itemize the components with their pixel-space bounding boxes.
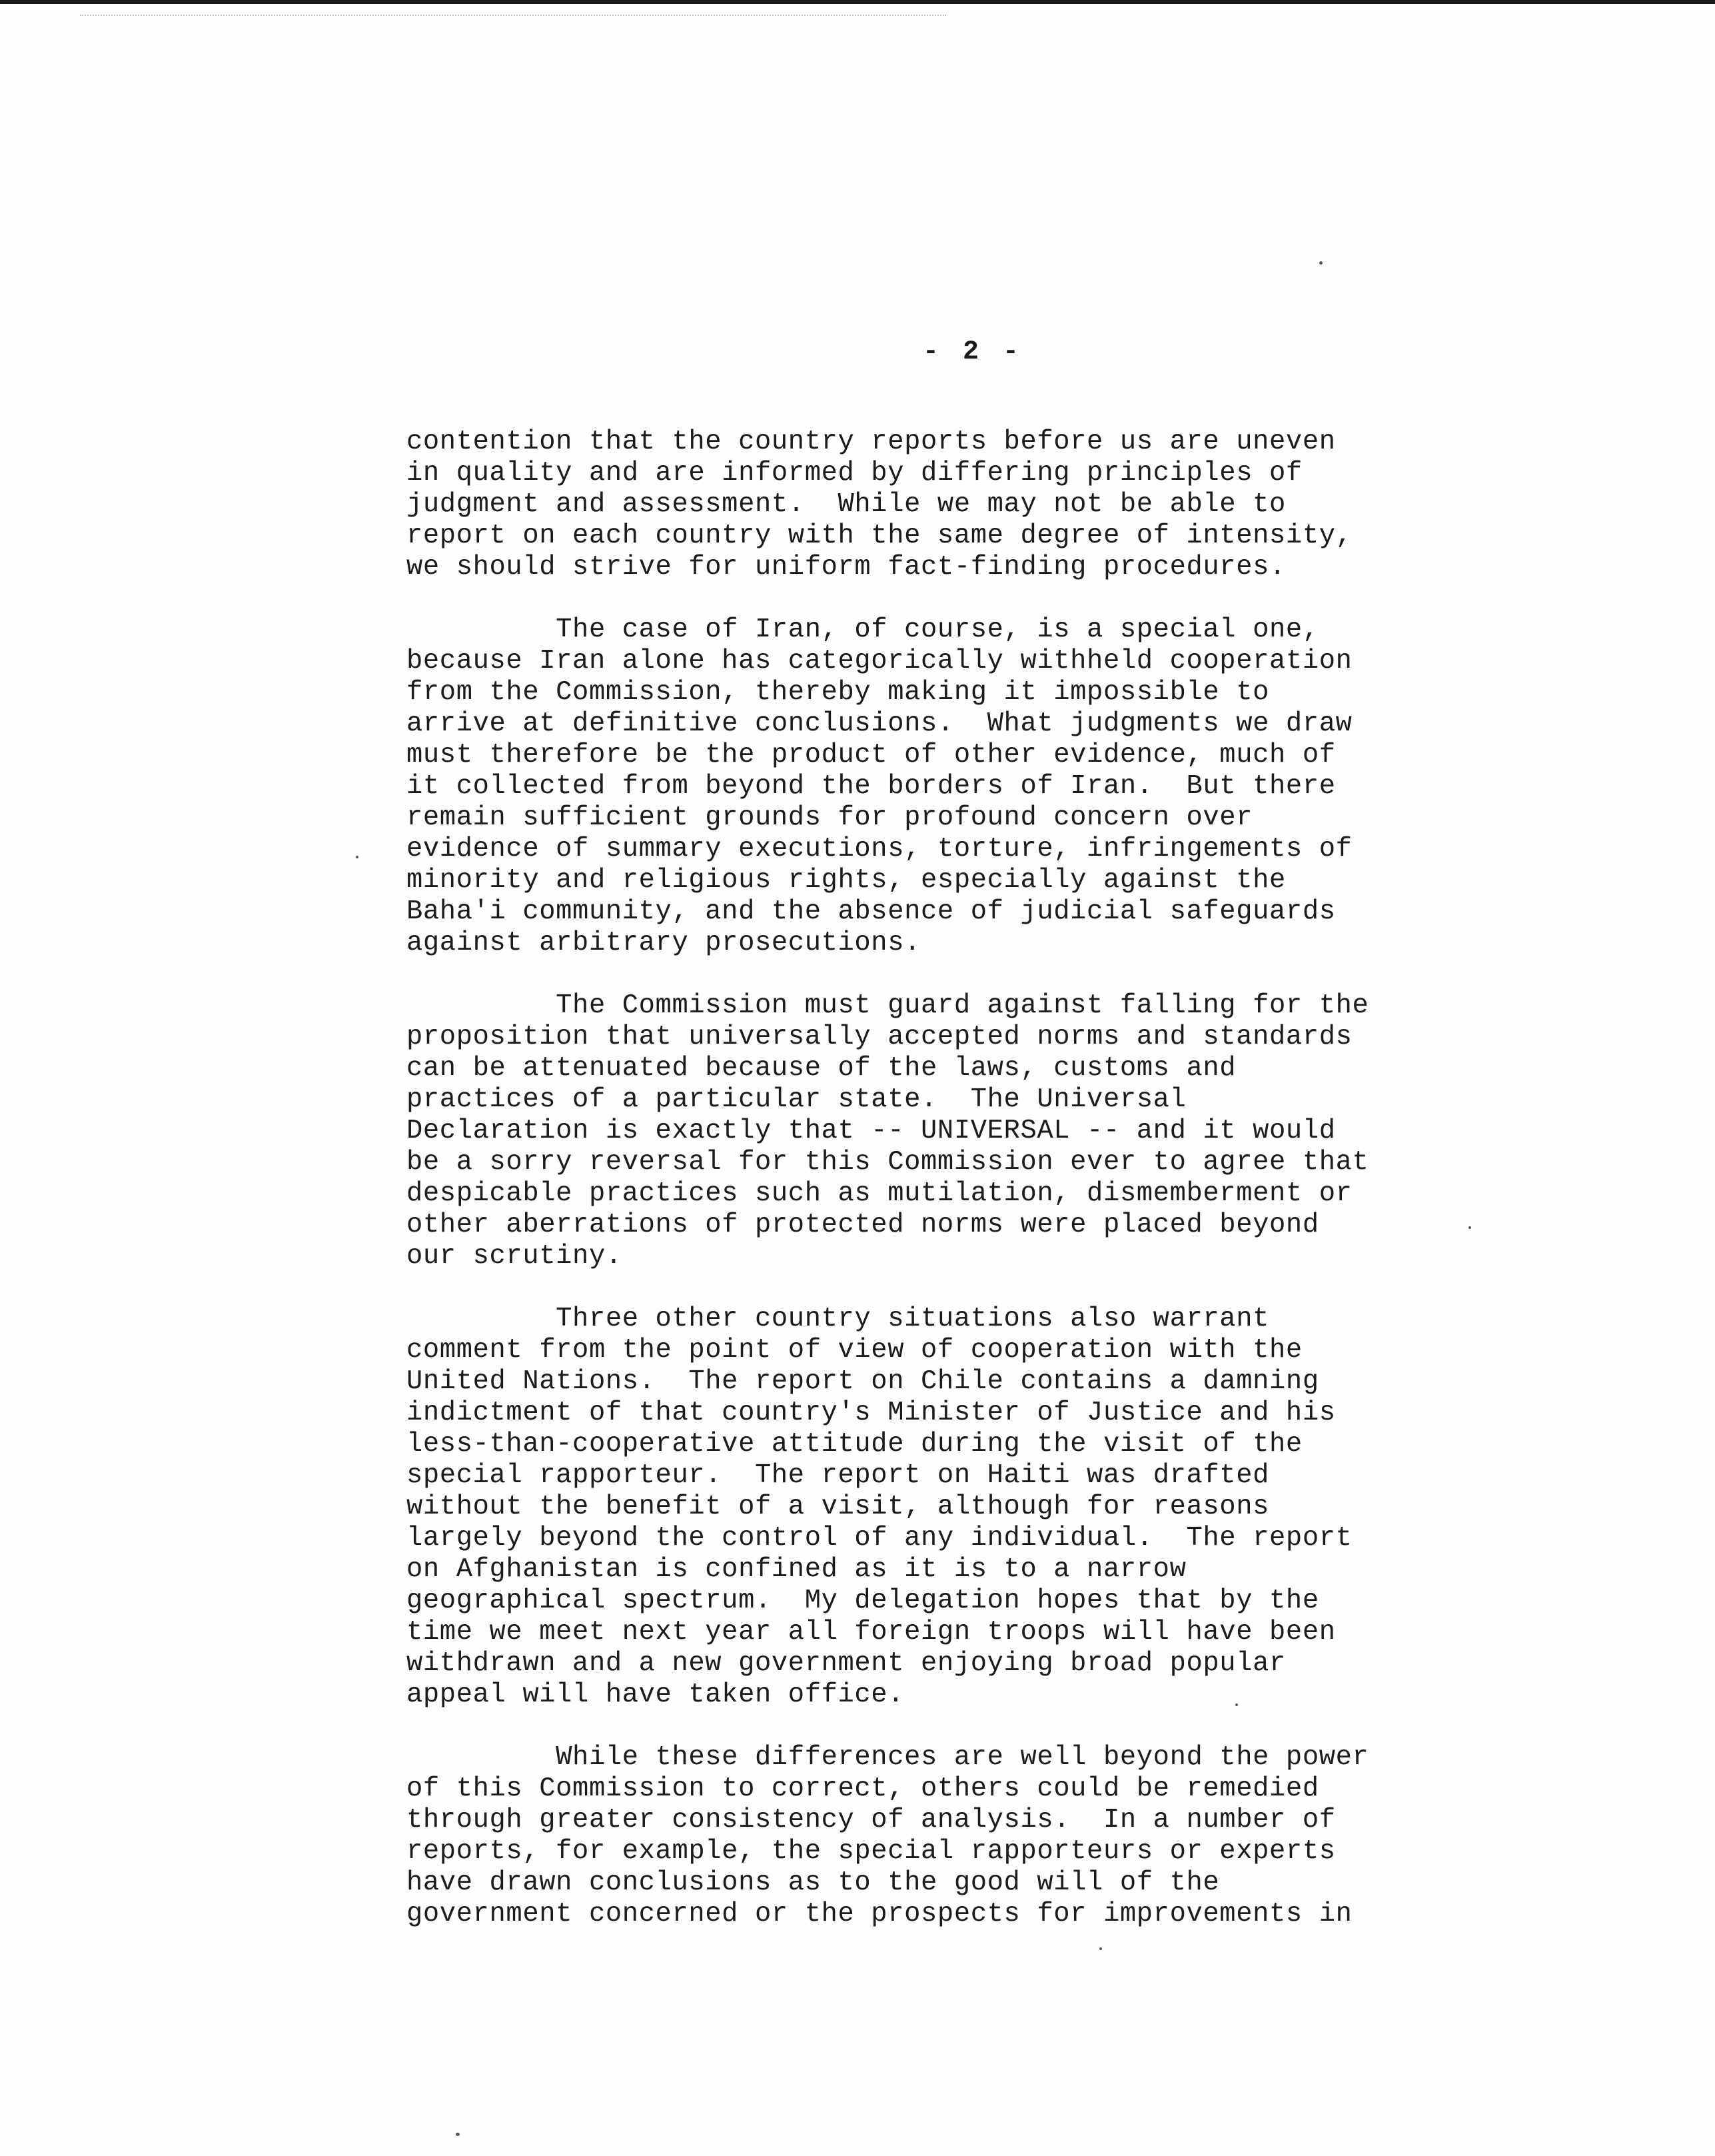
paragraph: contention that the country reports before us are uneven in quality and are informed by differing principles of judgment and assessment. While we may not be able to report on each country with the same degree of intensity, we should strive for uniform fact-finding procedures. [406,427,1353,582]
paragraph: The Commission must guard against falling for the proposition that universally accepted norms and standards can be attenuated because of the laws, customs and practices of a particular state. The Universal Declaration is exactly that -- UNIVERSAL -- and it would be a sorry reversal for this Commission ever to agree that despicable practices such as mutilation, dismemberment or other aberrations of protected norms were placed beyond our scrutiny. [406,990,1369,1272]
scan-speck [1099,1947,1102,1950]
paragraph: While these differences are well beyond the power of this Commission to correct, others could be remedied through greater consistency of analysis. In a number of reports, for example, the special rapporteurs or experts have drawn conclusions as to the good will of the government concerned or the prospects for improvements in [406,1742,1369,1929]
scan-artifact-line [80,15,946,19]
paragraph: The case of Iran, of course, is a special one, because Iran alone has categorically withheld cooperation from the Commission, thereby making it impossible to arrive at definitive conclusions. What judgments we draw must therefore be the product of other evidence, much of it collected from beyond the borders of Iran. But there remain sufficient grounds for profound concern over evidence of summary executions, torture, infringements of minority and religious rights, especially against the Baha'i community, and the absence of judicial safeguards against arbitrary prosecutions. [406,614,1353,958]
paragraph: Three other country situations also warrant comment from the point of view of cooperation with the United Nations. The report on Chile contains a damning indictment of that country's Minister of Justice and his less-than-cooperative attitude during the visit of the special rapporteur. The report on Haiti was drafted without the benefit of a visit, although for reasons largely beyond the control of any individual. The report on Afghanistan is confined as it is to a narrow geographical spectrum. My delegation hopes that by the time we meet next year all foreign troops will have been withdrawn and a new government enjoying broad popular appeal will have taken office. [406,1304,1353,1710]
scan-speck [456,2133,460,2136]
scan-top-edge [0,0,1715,4]
page-number: - 2 - [922,337,1023,367]
scan-speck [1319,261,1323,265]
body-text [406,427,1539,1930]
scan-speck [356,856,358,858]
